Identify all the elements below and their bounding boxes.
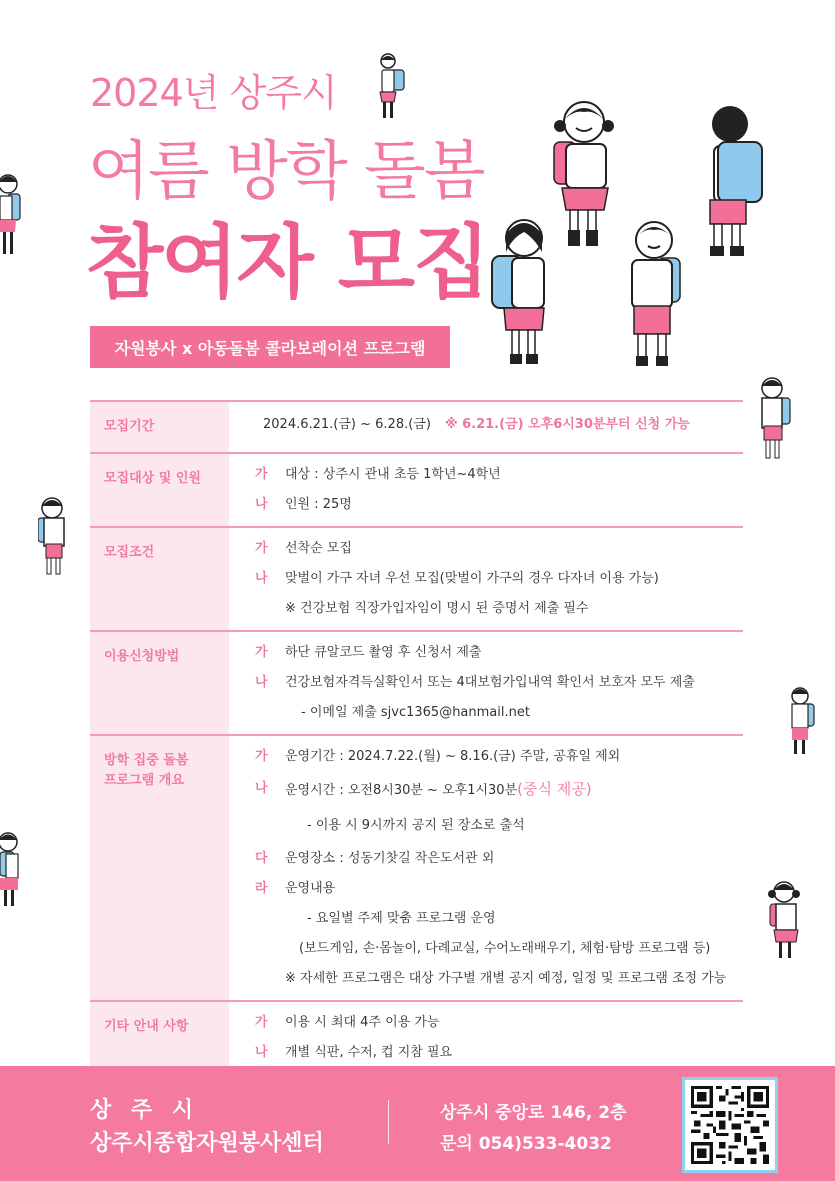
list-item: [255, 964, 733, 994]
label-target: 모집대상 및 인원: [90, 454, 233, 526]
content-period: [233, 402, 743, 452]
content-overview: [233, 736, 743, 1000]
girl-backpack-side-illustration: [490, 212, 552, 368]
kid-right-middle-illustration: [788, 686, 816, 758]
period-dates: 2024.6.21.(금) ~ 6.28.(금): [263, 417, 431, 432]
subtitle-text: 자원봉사 x 아동돌봄 콜라보레이션 프로그램: [114, 338, 426, 358]
footer-divider: [388, 1100, 389, 1144]
girl-backpack-illustration: [374, 52, 408, 124]
list-item: 가 이용 시 최대 4주 이용 가능: [255, 1015, 440, 1030]
list-item: 라 운영내용: [255, 881, 336, 896]
footer-org-city: 상 주 시: [90, 1098, 200, 1123]
footer-address: 상주시 중앙로 146, 2층: [440, 1103, 627, 1123]
list-item: (보드게임, 손·몸놀이, 다례교실, 수어노래배우기, 체험·탐방 프로그램 등): [299, 941, 711, 956]
list-item: 가 하단 큐알코드 촬영 후 신청서 제출: [255, 645, 482, 660]
label-method: 이용신청방법: [90, 632, 233, 734]
footer-phone: 문의 054)533-4032: [440, 1134, 612, 1154]
qr-code-icon: [691, 1086, 769, 1164]
label-period: 모집기간: [90, 402, 233, 452]
girl-right-lower-illustration: [768, 880, 802, 962]
row-period: [90, 402, 743, 454]
list-item: 나 맞벌이 가구 자녀 우선 모집(맞벌이 가구의 경우 다자녀 이용 가능): [255, 571, 659, 586]
boy-right-illustration: [758, 376, 792, 462]
period-note: ※ 6.21.(금) 오후6시30분부터 신청 가능: [444, 417, 690, 432]
main-title-line1: 여름 방학 돌봄: [88, 135, 484, 209]
list-item: 가 선착순 모집: [255, 541, 352, 556]
label-etc: 기타 안내 사항: [90, 1002, 233, 1104]
row-conditions: [90, 528, 743, 632]
method-email: - 이메일 제출 sjvc1365@hanmail.net: [301, 705, 530, 720]
boy-smiling-illustration: [624, 216, 684, 370]
content-target: [233, 454, 743, 526]
overview-note: ※ 자세한 프로그램은 대상 가구별 개별 공지 예정, 일정 및 프로그램 조정 가능: [285, 971, 727, 986]
list-item: [255, 698, 733, 728]
list-item: - 이용 시 9시까지 공지 된 장소로 출석: [307, 818, 525, 833]
list-item: - 요일별 주제 맞춤 프로그램 운영: [307, 911, 496, 926]
label-overview: 방학 집중 돌봄 프로그램 개요: [90, 736, 233, 1000]
conditions-note: ※ 건강보험 직장가입자임이 명시 된 증명서 제출 필수: [285, 601, 589, 616]
content-conditions: [233, 528, 743, 630]
content-method: [233, 632, 743, 734]
girl-pigtails-illustration: [550, 98, 620, 250]
year-title: 2024년 상주시: [90, 71, 337, 115]
list-item: 나 운영시간 : 오전8시30분 ~ 오후1시30분(중식 제공): [255, 780, 592, 798]
row-overview: [90, 736, 743, 1002]
list-item: 가 운영기간 : 2024.7.22.(월) ~ 8.16.(금) 주말, 공휴일 제외: [255, 749, 621, 764]
main-title-line2: 참여자 모집: [86, 216, 489, 309]
list-item: [255, 594, 733, 624]
list-item: 다 운영장소 : 성동기찻길 작은도서관 외: [255, 851, 495, 866]
row-target: [90, 454, 743, 528]
list-item: 가 대상 : 상주시 관내 초등 1학년~4학년: [255, 467, 501, 482]
qr-code[interactable]: [682, 1077, 778, 1173]
row-method: [90, 632, 743, 736]
list-item: 나 개별 식판, 수저, 컵 지참 필요: [255, 1045, 453, 1060]
info-table: [90, 400, 743, 1106]
boy-backpack-back-illustration: [700, 102, 770, 260]
girl-left-edge-illustration: [0, 174, 22, 258]
boy-left-illustration: [38, 496, 70, 578]
label-conditions: 모집조건: [90, 528, 233, 630]
kid-left-lower-illustration: [0, 832, 22, 908]
subtitle-banner: [90, 326, 450, 368]
list-item: 나 건강보험자격득실확인서 또는 4대보험가입내역 확인서 보호자 모두 제출: [255, 675, 695, 690]
footer-org-center: 상주시종합자원봉사센터: [90, 1131, 324, 1156]
list-item: 나 인원 : 25명: [255, 497, 352, 512]
lunch-provided-highlight: (중식 제공): [517, 780, 592, 798]
